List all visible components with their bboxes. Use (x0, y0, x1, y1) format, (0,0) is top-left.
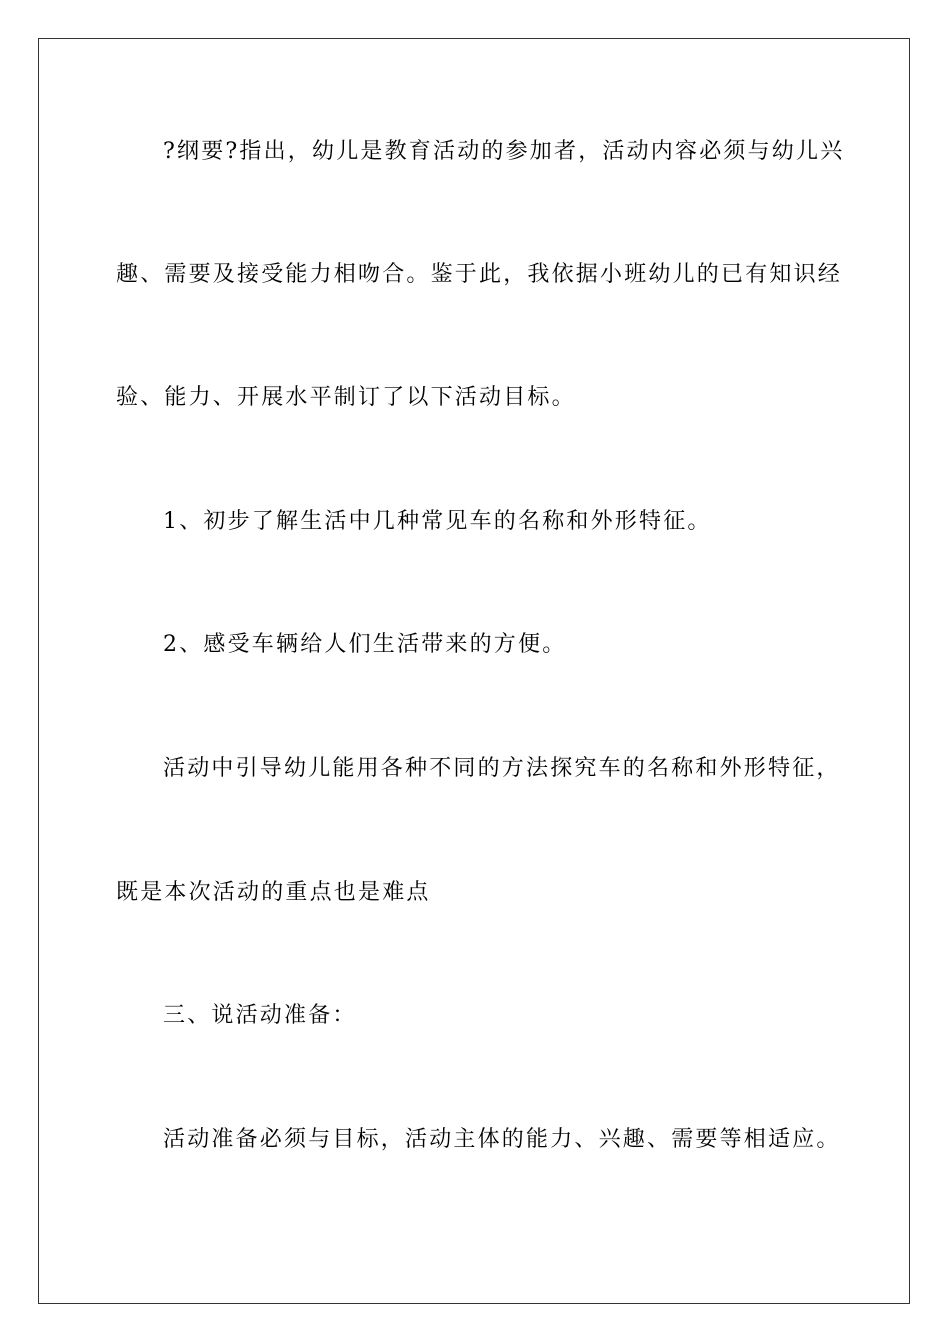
focus-line-1: 活动中引导幼儿能用各种不同的方法探究车的名称和外形特征， (163, 756, 841, 781)
section-heading-preparation: 三、说活动准备： (163, 1003, 357, 1028)
focus-line-2: 既是本次活动的重点也是难点 (116, 880, 431, 905)
goal-item-1: 1、初步了解生活中几种常见车的名称和外形特征。 (163, 509, 712, 534)
paragraph-line-2: 趣、需要及接受能力相吻合。鉴于此，我依据小班幼儿的已有知识经 (116, 262, 843, 287)
paragraph-line-3: 验、能力、开展水平制订了以下活动目标。 (116, 385, 576, 410)
preparation-line: 活动准备必须与目标，活动主体的能力、兴趣、需要等相适应。 (163, 1127, 841, 1152)
goal-item-2: 2、感受车辆给人们生活带来的方便。 (163, 632, 567, 657)
paragraph-line-1: ?纲要?指出，幼儿是教育活动的参加者，活动内容必须与幼儿兴 (163, 139, 845, 164)
page-border (38, 38, 910, 1304)
